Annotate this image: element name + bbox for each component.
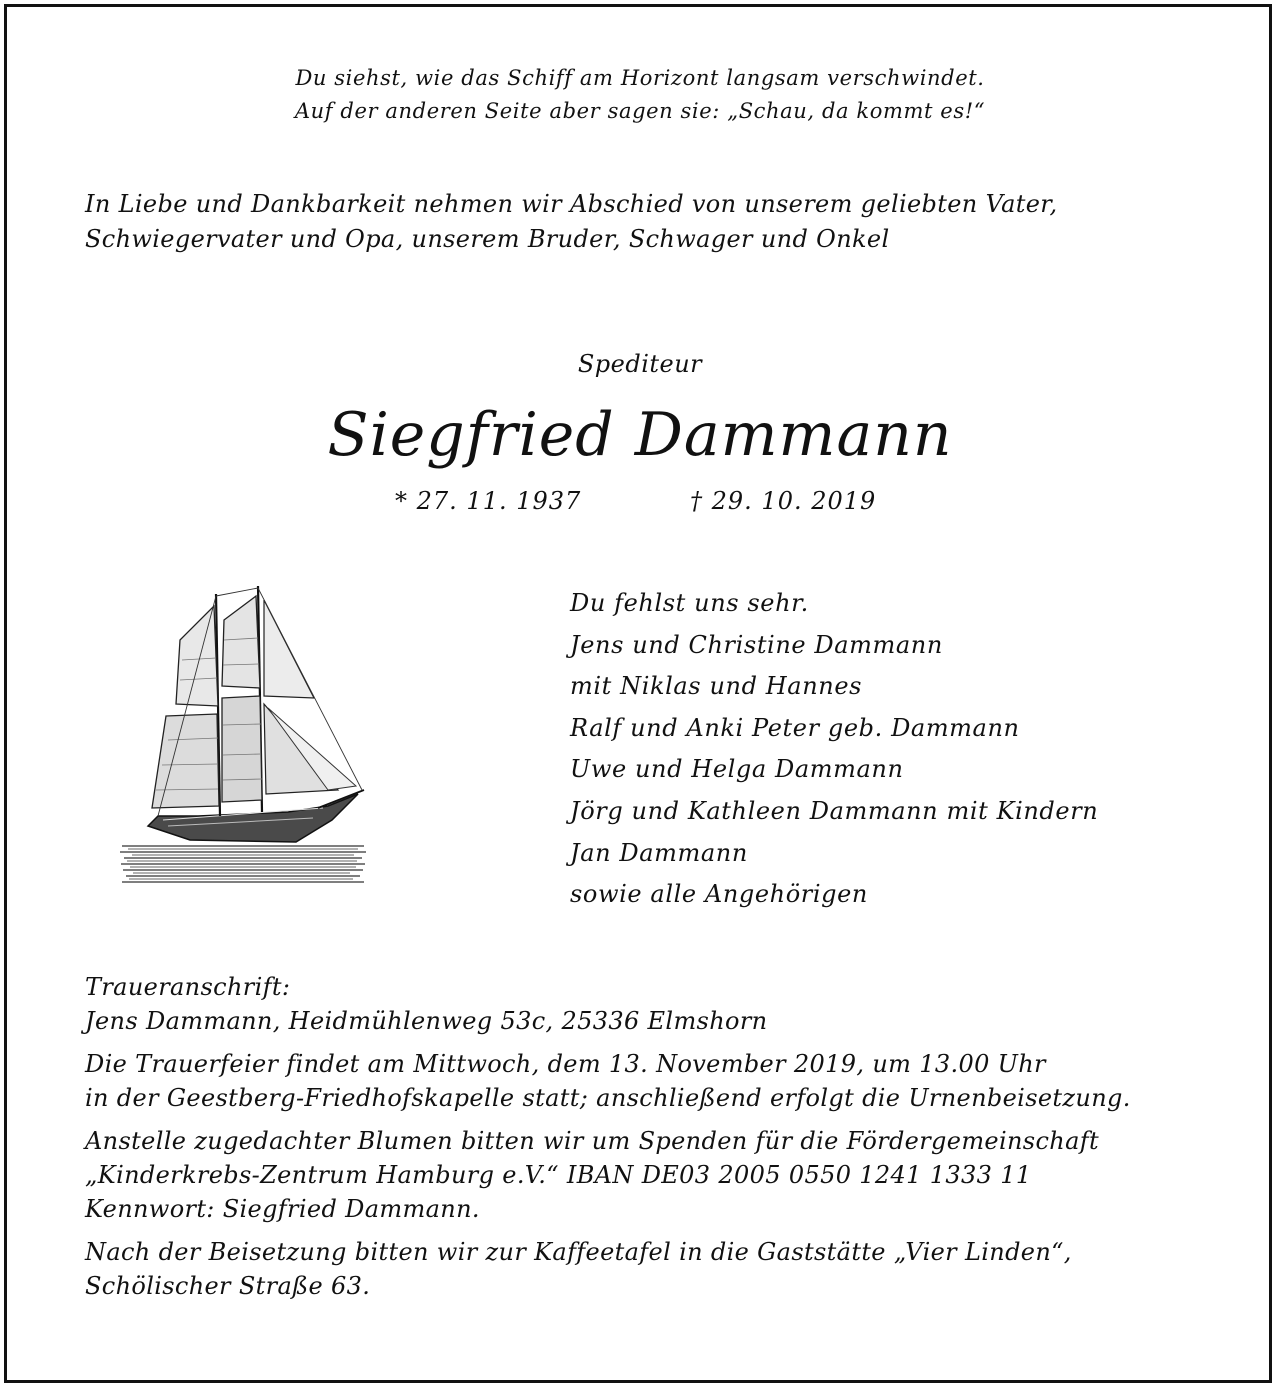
mourner-line: Uwe und Helga Dammann [570,755,904,784]
death-date: † 29. 10. 2019 [690,487,877,515]
mourner-line: sowie alle Angehörigen [570,880,868,909]
motto-line-1: Du siehst, wie das Schiff am Horizont langsam verschwindet. [295,66,985,90]
mourner-line: mit Niklas und Hannes [570,672,863,701]
spacer [85,1038,1215,1047]
mourner-line: Jörg und Kathleen Dammann mit Kindern [570,796,1099,825]
address-value: Jens Dammann, Heidmühlenweg 53c, 25336 Elmshorn [85,1007,768,1035]
birth-date: * 27. 11. 1937 [395,487,582,515]
mourner-line: Ralf und Anki Peter geb. Dammann [570,713,1020,742]
funeral-info [85,970,1215,1303]
sailing-ship-drawing-icon [118,580,368,890]
donation-line-3: Kennwort: Siegfried Dammann. [85,1195,480,1223]
address-label: Traueranschrift: [85,973,291,1001]
mourner-line: Jens und Christine Dammann [570,630,943,659]
mourner-line: Jan Dammann [570,838,748,867]
mourner-line: Du fehlst uns sehr. [570,589,809,617]
reception-line-2: Schölischer Straße 63. [85,1272,371,1300]
deceased-profession: Spediteur [577,350,703,378]
deceased-name: Siegfried Dammann [327,400,953,470]
ceremony-line-1: Die Trauerfeier findet am Mittwoch, dem 13. November 2019, um 13.00 Uhr [85,1050,1046,1078]
motto-quote [0,62,1280,128]
ceremony-line-2: in der Geestberg-Friedhofskapelle statt; anschließend erfolgt die Urnenbeisetzung. [85,1084,1131,1112]
mourners-list [570,583,1098,916]
spacer [85,1226,1215,1235]
intro-text [85,187,1215,257]
intro-line-1: In Liebe und Dankbarkeit nehmen wir Abschied von unserem geliebten Vater, [85,190,1058,218]
donation-line-1: Anstelle zugedachter Blumen bitten wir um Spenden für die Fördergemeinschaft [85,1127,1099,1155]
donation-line-2: „Kinderkrebs-Zentrum Hamburg e.V.“ IBAN DE03 2005 0550 1241 1333 11 [85,1161,1032,1189]
intro-line-2: Schwiegervater und Opa, unserem Bruder, Schwager und Onkel [85,225,890,253]
reception-line-1: Nach der Beisetzung bitten wir zur Kaffeetafel in die Gaststätte „Vier Linden“, [85,1238,1072,1266]
motto-line-2: Auf der anderen Seite aber sagen sie: „Schau, da kommt es!“ [294,99,986,123]
spacer [85,1115,1215,1124]
